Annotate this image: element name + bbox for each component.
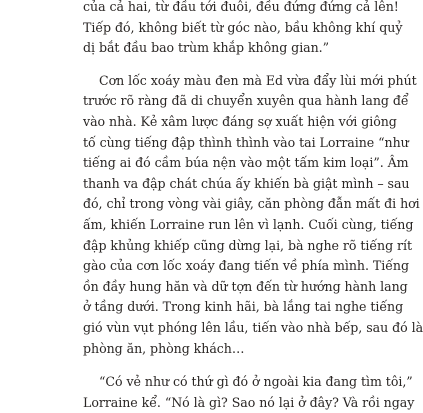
text-line: Cơn lốc xoáy màu đen mà Ed vừa đẩy lùi mới phút <box>99 72 417 88</box>
text-line: đó, chỉ trong vòng vài giây, căn phòng đẫn mất đi hơi <box>83 196 420 212</box>
text-line: ấm, khiến Lorraine run lên vì lạnh. Cuối cùng, tiếng <box>83 216 414 232</box>
paragraph-3 <box>83 372 415 413</box>
text-line: ồn đầy hung hăn và dữ tợn đến từ hướng hành lang <box>83 278 408 294</box>
text-line: tố cùng tiếng đập thình thình vào tai Lorraine “như <box>83 134 409 150</box>
text-line: “Có vẻ như có thứ gì đó ở ngoài kia đang tìm tôi,” <box>99 374 413 390</box>
text-line: đập khủng khiếp cũng dừng lại, bà nghe rõ tiếng rít <box>83 237 412 253</box>
text-line: gió vùn vụt phóng lên lầu, tiến vào nhà bếp, sau đó là <box>83 319 423 335</box>
text-line: tiếng ai đó cầm búa nện vào một tấm kim loại”. Âm <box>83 155 409 171</box>
paragraph-2 <box>83 71 423 359</box>
body-text <box>83 0 423 413</box>
text-line: ở tầng dưới. Trong kinh hãi, bà lắng tai nghe tiếng <box>83 299 404 315</box>
text-line: thanh va đập chát chúa ấy khiến bà giật mình – sau <box>83 175 410 191</box>
text-line: phòng ăn, phòng khách… <box>83 340 245 356</box>
text-line: gào của cơn lốc xoáy đang tiến về phía mình. Tiếng <box>83 258 410 274</box>
text-line: Tiếp đó, không biết từ góc nào, bầu không khí quỷ <box>83 19 403 35</box>
text-line: trước rõ ràng đã di chuyển xuyên qua hành lang để <box>83 93 409 109</box>
text-line: vào nhà. Kẻ xâm lược đáng sợ xuất hiện với giông <box>83 113 397 129</box>
text-line: Lorraine kể. “Nó là gì? Sao nó lại ở đây? Và rồi ngay <box>83 394 415 410</box>
paragraph-1 <box>83 0 403 59</box>
text-line: dị bắt đầu bao trùm khắp không gian.” <box>83 40 330 56</box>
text-line: của cả hai, từ đầu tới đuôi, đều đứng đứng cả lên! <box>83 0 399 14</box>
